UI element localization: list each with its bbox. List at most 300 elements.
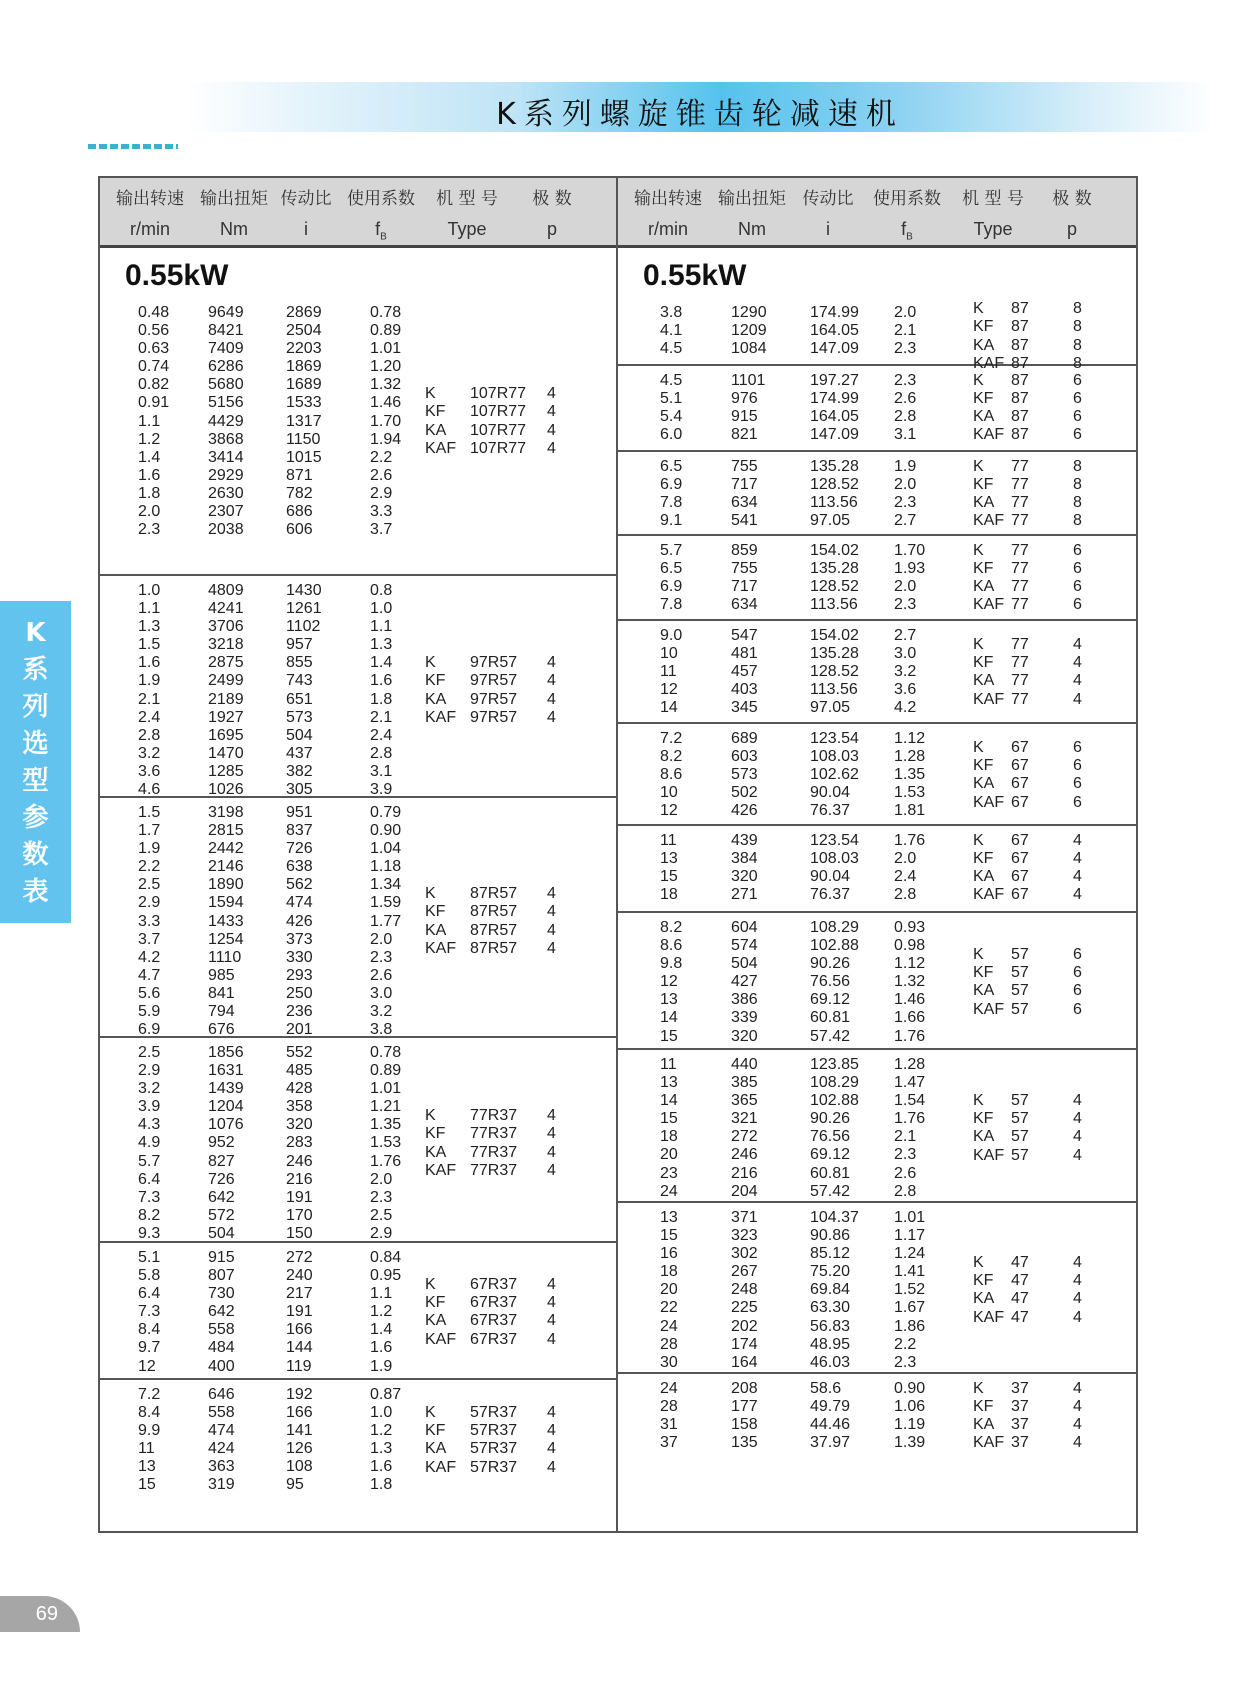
service-factor-cell: 1.24 — [894, 1245, 926, 1263]
service-factor-cell: 4.2 — [894, 699, 917, 717]
type-prefix: KA — [973, 336, 995, 354]
pole-count: 4 — [547, 439, 556, 457]
service-factor-cell: 3.9 — [370, 781, 393, 799]
ratio-cell: 1689 — [286, 376, 322, 394]
output-speed-cell: 0.48 — [138, 304, 170, 321]
pole-count: 6 — [1073, 964, 1082, 982]
type-prefix: KF — [973, 849, 994, 867]
output-torque-cell: 504 — [731, 955, 758, 973]
service-factor-cell: 2.3 — [894, 1146, 917, 1164]
ratio-cell: 113.56 — [810, 596, 858, 614]
table-row — [100, 858, 460, 876]
power-label-right: 0.55kW — [643, 259, 747, 292]
model-type-row — [100, 709, 616, 727]
service-factor-cell: 1.8 — [370, 690, 393, 708]
frame-size: 77R37 — [470, 1125, 518, 1143]
output-torque-cell: 272 — [731, 1128, 758, 1146]
service-factor-cell: 1.4 — [370, 654, 393, 672]
model-group — [618, 826, 1136, 913]
pole-count: 6 — [1073, 756, 1082, 774]
ratio-cell: 123.54 — [810, 730, 859, 747]
frame-size: 57 — [1011, 1110, 1029, 1128]
output-torque-cell: 1076 — [208, 1116, 244, 1134]
output-torque-cell: 541 — [731, 512, 758, 530]
pole-count: 4 — [547, 921, 556, 939]
ratio-cell: 164.05 — [810, 322, 859, 340]
table-row — [618, 1165, 978, 1183]
model-type-row — [618, 886, 1136, 904]
type-prefix: KA — [425, 1440, 447, 1458]
model-type-row — [618, 426, 1136, 444]
pole-count: 4 — [547, 1458, 556, 1476]
pole-count: 4 — [547, 1143, 556, 1161]
output-torque-cell: 4809 — [208, 582, 244, 599]
output-speed-cell: 2.3 — [138, 521, 161, 539]
service-factor-cell: 1.47 — [894, 1074, 926, 1092]
model-type-row — [618, 337, 1136, 355]
output-torque-cell: 440 — [731, 1056, 758, 1073]
column-header — [340, 178, 422, 244]
model-type-row — [618, 1147, 1136, 1165]
output-torque-cell: 689 — [731, 730, 758, 747]
table-row — [618, 919, 978, 937]
table-row — [100, 1358, 460, 1376]
service-factor-cell: 1.53 — [894, 784, 926, 802]
frame-size: 57 — [1011, 1091, 1029, 1109]
table-row — [100, 358, 460, 376]
ratio-cell: 48.95 — [810, 1335, 851, 1353]
table-row — [100, 1080, 460, 1098]
model-type-row — [618, 1290, 1136, 1308]
output-speed-cell: 2.1 — [138, 690, 161, 708]
type-prefix: KAF — [425, 439, 457, 457]
output-speed-cell: 37 — [660, 1434, 678, 1452]
ratio-cell: 1102 — [286, 618, 321, 636]
output-torque-cell: 547 — [731, 627, 758, 644]
pole-count: 8 — [1073, 457, 1082, 475]
frame-size: 107R77 — [470, 439, 527, 457]
ratio-cell: 97.05 — [810, 699, 851, 717]
output-torque-cell: 427 — [731, 973, 758, 991]
pole-count: 4 — [1073, 1253, 1082, 1271]
table-row — [100, 840, 460, 858]
ratio-cell: 58.6 — [810, 1380, 842, 1397]
model-type-row — [618, 757, 1136, 775]
output-speed-cell: 3.3 — [138, 912, 161, 930]
ratio-cell: 1430 — [286, 582, 322, 599]
table-row — [100, 804, 460, 822]
pole-count: 4 — [547, 1106, 556, 1124]
ratio-cell: 726 — [286, 840, 313, 858]
model-type-row — [618, 946, 1136, 964]
model-type-row — [618, 458, 1136, 476]
type-prefix: K — [973, 371, 984, 389]
output-torque-cell: 634 — [731, 596, 758, 614]
pole-count: 4 — [547, 672, 556, 690]
column-header-en — [866, 214, 948, 244]
frame-size: 87R57 — [470, 903, 518, 921]
service-factor-cell: 1.70 — [894, 542, 926, 559]
service-factor-cell: 0.84 — [370, 1249, 402, 1266]
output-torque-cell: 573 — [731, 766, 758, 784]
output-speed-cell: 8.6 — [660, 766, 683, 784]
pole-count: 4 — [1073, 653, 1082, 671]
pole-count: 6 — [1073, 426, 1082, 444]
service-factor-cell: 1.94 — [370, 430, 402, 448]
page-number-tab — [0, 1596, 80, 1632]
title-banner — [185, 82, 1215, 132]
model-type-row — [618, 318, 1136, 336]
ratio-cell: 76.37 — [810, 802, 851, 820]
output-speed-cell: 16 — [660, 1245, 678, 1263]
output-speed-cell: 15 — [660, 1110, 678, 1128]
model-type-row — [618, 636, 1136, 654]
table-row — [100, 304, 460, 322]
model-type-row — [618, 494, 1136, 512]
ratio-cell: 119 — [286, 1357, 312, 1375]
frame-size: 67R37 — [470, 1275, 518, 1293]
service-factor-cell: 1.3 — [370, 1440, 393, 1458]
model-type-list — [618, 542, 1136, 615]
frame-size: 77 — [1011, 596, 1029, 614]
service-factor-cell: 1.46 — [370, 394, 402, 412]
output-torque-cell: 807 — [208, 1267, 235, 1285]
pole-count: 4 — [547, 939, 556, 957]
output-torque-cell: 385 — [731, 1074, 758, 1092]
frame-size: 47 — [1011, 1253, 1029, 1271]
ratio-cell: 150 — [286, 1224, 313, 1242]
ratio-cell: 57.42 — [810, 1182, 851, 1200]
output-torque-cell: 1084 — [731, 340, 767, 358]
ratio-cell: 197.27 — [810, 372, 859, 389]
ratio-cell: 135.28 — [810, 458, 859, 475]
column-header-cn: 输出转速 — [634, 189, 702, 209]
model-group — [618, 536, 1136, 621]
service-factor-cell: 1.6 — [370, 1339, 393, 1357]
frame-size: 77 — [1011, 672, 1029, 690]
model-group — [618, 621, 1136, 724]
table-row — [100, 1225, 460, 1243]
pole-count: 4 — [547, 1421, 556, 1439]
service-factor-cell: 1.32 — [370, 376, 402, 394]
output-torque-cell: 841 — [208, 984, 235, 1002]
model-type-row — [618, 1110, 1136, 1128]
service-factor-cell: 2.3 — [370, 1188, 393, 1206]
side-section-tab — [0, 601, 71, 923]
type-prefix: KA — [973, 1128, 995, 1146]
pole-count: 6 — [1073, 945, 1082, 963]
output-speed-cell: 7.8 — [660, 596, 683, 614]
output-torque-cell: 2929 — [208, 466, 244, 484]
service-factor-cell: 2.6 — [894, 1164, 917, 1182]
output-speed-cell: 3.9 — [138, 1098, 161, 1116]
service-factor-cell: 0.8 — [370, 582, 393, 599]
service-factor-cell: 2.1 — [370, 708, 393, 726]
service-factor-cell: 1.3 — [370, 636, 393, 654]
frame-size: 47 — [1011, 1290, 1029, 1308]
output-speed-cell: 11 — [138, 1440, 155, 1458]
table-row — [100, 1189, 460, 1207]
side-tab-char: 选 — [22, 728, 49, 759]
output-speed-cell: 11 — [660, 1056, 677, 1073]
output-torque-cell: 915 — [208, 1249, 235, 1266]
model-type-row — [100, 1162, 616, 1180]
output-torque-cell: 646 — [208, 1386, 235, 1403]
frame-size: 77 — [1011, 475, 1029, 493]
service-factor-cell: 3.2 — [894, 663, 917, 681]
service-factor-cell: 2.3 — [370, 948, 393, 966]
model-group — [100, 1038, 616, 1243]
output-speed-cell: 15 — [660, 1027, 678, 1045]
table-row — [100, 503, 460, 521]
output-torque-cell: 216 — [731, 1164, 758, 1182]
output-torque-cell: 202 — [731, 1317, 758, 1335]
ratio-cell: 102.62 — [810, 766, 859, 784]
service-factor-cell: 0.90 — [894, 1380, 926, 1397]
frame-size: 37 — [1011, 1379, 1029, 1397]
pole-count: 4 — [547, 385, 556, 403]
pole-count: 6 — [1073, 371, 1082, 389]
frame-size: 87 — [1011, 371, 1029, 389]
service-factor-cell: 1.76 — [894, 1110, 926, 1128]
output-speed-cell: 14 — [660, 1009, 678, 1027]
output-torque-cell: 642 — [208, 1303, 235, 1321]
service-factor-cell: 1.2 — [370, 1303, 393, 1321]
service-factor-cell: 1.28 — [894, 748, 926, 766]
output-torque-cell: 6286 — [208, 358, 244, 376]
service-factor-cell: 1.6 — [370, 1458, 393, 1476]
ratio-cell: 128.52 — [810, 476, 859, 494]
column-header-en — [796, 214, 860, 244]
pole-count: 8 — [1073, 475, 1082, 493]
output-speed-cell: 13 — [660, 1074, 678, 1092]
pole-count: 4 — [1073, 1290, 1082, 1308]
model-type-list — [100, 885, 616, 958]
column-unit: i — [826, 219, 830, 239]
model-type-row — [618, 542, 1136, 560]
type-prefix: K — [973, 1253, 984, 1271]
type-prefix: KA — [973, 1416, 995, 1434]
ratio-cell: 358 — [286, 1098, 313, 1116]
column-unit: f — [375, 219, 381, 239]
output-speed-cell: 1.9 — [138, 840, 161, 858]
ratio-cell: 191 — [286, 1303, 313, 1321]
model-type-row — [100, 1312, 616, 1330]
model-type-row — [618, 672, 1136, 690]
ratio-cell: 686 — [286, 503, 313, 521]
frame-size: 37 — [1011, 1397, 1029, 1415]
column-unit: f — [901, 219, 907, 239]
model-type-row — [618, 476, 1136, 494]
pole-count: 4 — [1073, 672, 1082, 690]
output-torque-cell: 384 — [731, 850, 758, 868]
ratio-cell: 128.52 — [810, 578, 859, 596]
output-torque-cell: 574 — [731, 937, 758, 955]
ratio-cell: 69.12 — [810, 1146, 851, 1164]
type-prefix: KF — [425, 403, 446, 421]
table-row — [100, 485, 460, 503]
service-factor-cell: 1.35 — [370, 1116, 402, 1134]
output-speed-cell: 6.0 — [660, 426, 683, 444]
frame-size: 77 — [1011, 494, 1029, 512]
model-type-row — [100, 1107, 616, 1125]
output-torque-cell: 345 — [731, 699, 758, 717]
table-row — [618, 1336, 978, 1354]
output-speed-cell: 5.7 — [138, 1152, 161, 1170]
output-speed-cell: 4.2 — [138, 948, 161, 966]
output-torque-cell: 225 — [731, 1299, 758, 1317]
service-factor-cell: 1.52 — [894, 1281, 926, 1299]
frame-size: 67 — [1011, 831, 1029, 849]
column-header-en — [340, 214, 422, 244]
type-prefix: K — [425, 385, 436, 403]
ratio-cell: 638 — [286, 858, 313, 876]
model-type-row — [618, 408, 1136, 426]
column-header-cn: 输出转速 — [116, 189, 184, 209]
ratio-cell: 49.79 — [810, 1398, 851, 1416]
output-speed-cell: 5.1 — [660, 390, 683, 408]
type-prefix: KA — [425, 1143, 447, 1161]
model-group — [618, 1374, 1136, 1531]
model-type-row — [100, 1276, 616, 1294]
output-speed-cell: 8.4 — [138, 1404, 161, 1422]
frame-size: 47 — [1011, 1272, 1029, 1290]
output-torque-cell: 1285 — [208, 762, 244, 780]
frame-size: 77 — [1011, 512, 1029, 530]
output-torque-cell: 558 — [208, 1404, 235, 1422]
model-type-row — [100, 691, 616, 709]
output-torque-cell: 1695 — [208, 726, 244, 744]
output-torque-cell: 5680 — [208, 376, 244, 394]
model-type-row — [100, 1422, 616, 1440]
service-factor-cell: 1.17 — [894, 1227, 926, 1245]
pole-count: 4 — [547, 1275, 556, 1293]
service-factor-cell: 1.59 — [370, 894, 402, 912]
output-torque-cell: 177 — [731, 1398, 758, 1416]
model-type-row — [618, 964, 1136, 982]
output-speed-cell: 9.8 — [660, 955, 683, 973]
pole-count: 4 — [1073, 849, 1082, 867]
ratio-cell: 782 — [286, 484, 313, 502]
output-torque-cell: 821 — [731, 426, 758, 444]
service-factor-cell: 2.3 — [894, 340, 917, 358]
output-torque-cell: 1594 — [208, 894, 244, 912]
side-tab-char: 参 — [22, 802, 49, 833]
pole-count: 6 — [1073, 982, 1082, 1000]
type-prefix: KF — [973, 475, 994, 493]
service-factor-cell: 1.21 — [370, 1098, 402, 1116]
output-speed-cell: 2.9 — [138, 1062, 161, 1080]
output-torque-cell: 135 — [731, 1434, 758, 1452]
output-torque-cell: 208 — [731, 1380, 758, 1397]
type-prefix: KAF — [973, 1434, 1005, 1452]
pole-count: 6 — [1073, 775, 1082, 793]
model-type-list — [618, 1092, 1136, 1165]
type-prefix: KF — [973, 1110, 994, 1128]
output-speed-cell: 2.9 — [138, 894, 161, 912]
type-prefix: KF — [973, 1397, 994, 1415]
output-speed-cell: 1.7 — [138, 822, 161, 840]
frame-size: 87 — [1011, 426, 1029, 444]
service-factor-cell: 1.76 — [894, 832, 926, 849]
model-type-row — [618, 560, 1136, 578]
output-speed-cell: 14 — [660, 1092, 678, 1110]
service-factor-cell: 1.18 — [370, 858, 402, 876]
type-prefix: KA — [973, 775, 995, 793]
model-group — [618, 366, 1136, 452]
ratio-cell: 2869 — [286, 304, 322, 321]
frame-size: 67 — [1011, 849, 1029, 867]
output-speed-cell: 22 — [660, 1299, 678, 1317]
model-type-row — [618, 390, 1136, 408]
ratio-cell: 651 — [286, 690, 313, 708]
column-header-cn: 极 数 — [532, 189, 572, 209]
ratio-cell: 57.42 — [810, 1027, 851, 1045]
model-type-row — [618, 1254, 1136, 1272]
service-factor-cell: 3.2 — [370, 1003, 393, 1021]
frame-size: 77 — [1011, 559, 1029, 577]
frame-size: 87 — [1011, 336, 1029, 354]
model-group — [100, 1380, 616, 1531]
frame-size: 67 — [1011, 738, 1029, 756]
frame-size: 77 — [1011, 653, 1029, 671]
service-factor-cell: 0.78 — [370, 304, 402, 321]
model-type-row — [618, 868, 1136, 886]
pole-count: 4 — [1073, 886, 1082, 904]
output-torque-cell: 502 — [731, 784, 758, 802]
output-torque-cell: 3198 — [208, 804, 244, 821]
output-speed-cell: 18 — [660, 1263, 678, 1281]
service-factor-cell: 1.12 — [894, 730, 926, 747]
service-factor-cell: 2.4 — [370, 726, 393, 744]
output-torque-cell: 504 — [208, 1224, 235, 1242]
ratio-cell: 428 — [286, 1080, 313, 1098]
output-torque-cell: 717 — [731, 476, 758, 494]
output-speed-cell: 0.63 — [138, 340, 170, 358]
output-speed-cell: 30 — [660, 1353, 678, 1371]
output-torque-cell: 915 — [731, 408, 758, 426]
service-factor-cell: 2.7 — [894, 627, 917, 644]
service-factor-cell: 2.1 — [894, 1128, 917, 1146]
column-header — [192, 178, 276, 244]
frame-size: 57 — [1011, 1000, 1029, 1018]
column-unit: r/min — [130, 219, 170, 239]
ratio-cell: 154.02 — [810, 542, 859, 559]
service-factor-cell: 0.79 — [370, 804, 402, 821]
type-prefix: KAF — [425, 1161, 457, 1179]
service-factor-cell: 3.3 — [370, 503, 393, 521]
service-factor-cell: 1.67 — [894, 1299, 926, 1317]
output-speed-cell: 1.3 — [138, 618, 161, 636]
output-speed-cell: 18 — [660, 1128, 678, 1146]
pole-count: 4 — [547, 1312, 556, 1330]
output-torque-cell: 174 — [731, 1335, 758, 1353]
ratio-cell: 552 — [286, 1044, 313, 1061]
frame-size: 77 — [1011, 541, 1029, 559]
table-row — [100, 618, 460, 636]
pole-count: 4 — [1073, 1110, 1082, 1128]
service-factor-cell: 0.90 — [370, 822, 402, 840]
ratio-cell: 113.56 — [810, 494, 858, 512]
output-torque-cell: 1433 — [208, 912, 244, 930]
type-prefix: KF — [425, 1125, 446, 1143]
service-factor-cell: 3.0 — [370, 984, 393, 1002]
column-header-en — [626, 214, 710, 244]
service-factor-cell: 1.46 — [894, 991, 926, 1009]
output-torque-cell: 386 — [731, 991, 758, 1009]
ratio-cell: 1150 — [286, 430, 321, 448]
model-type-row — [618, 1272, 1136, 1290]
